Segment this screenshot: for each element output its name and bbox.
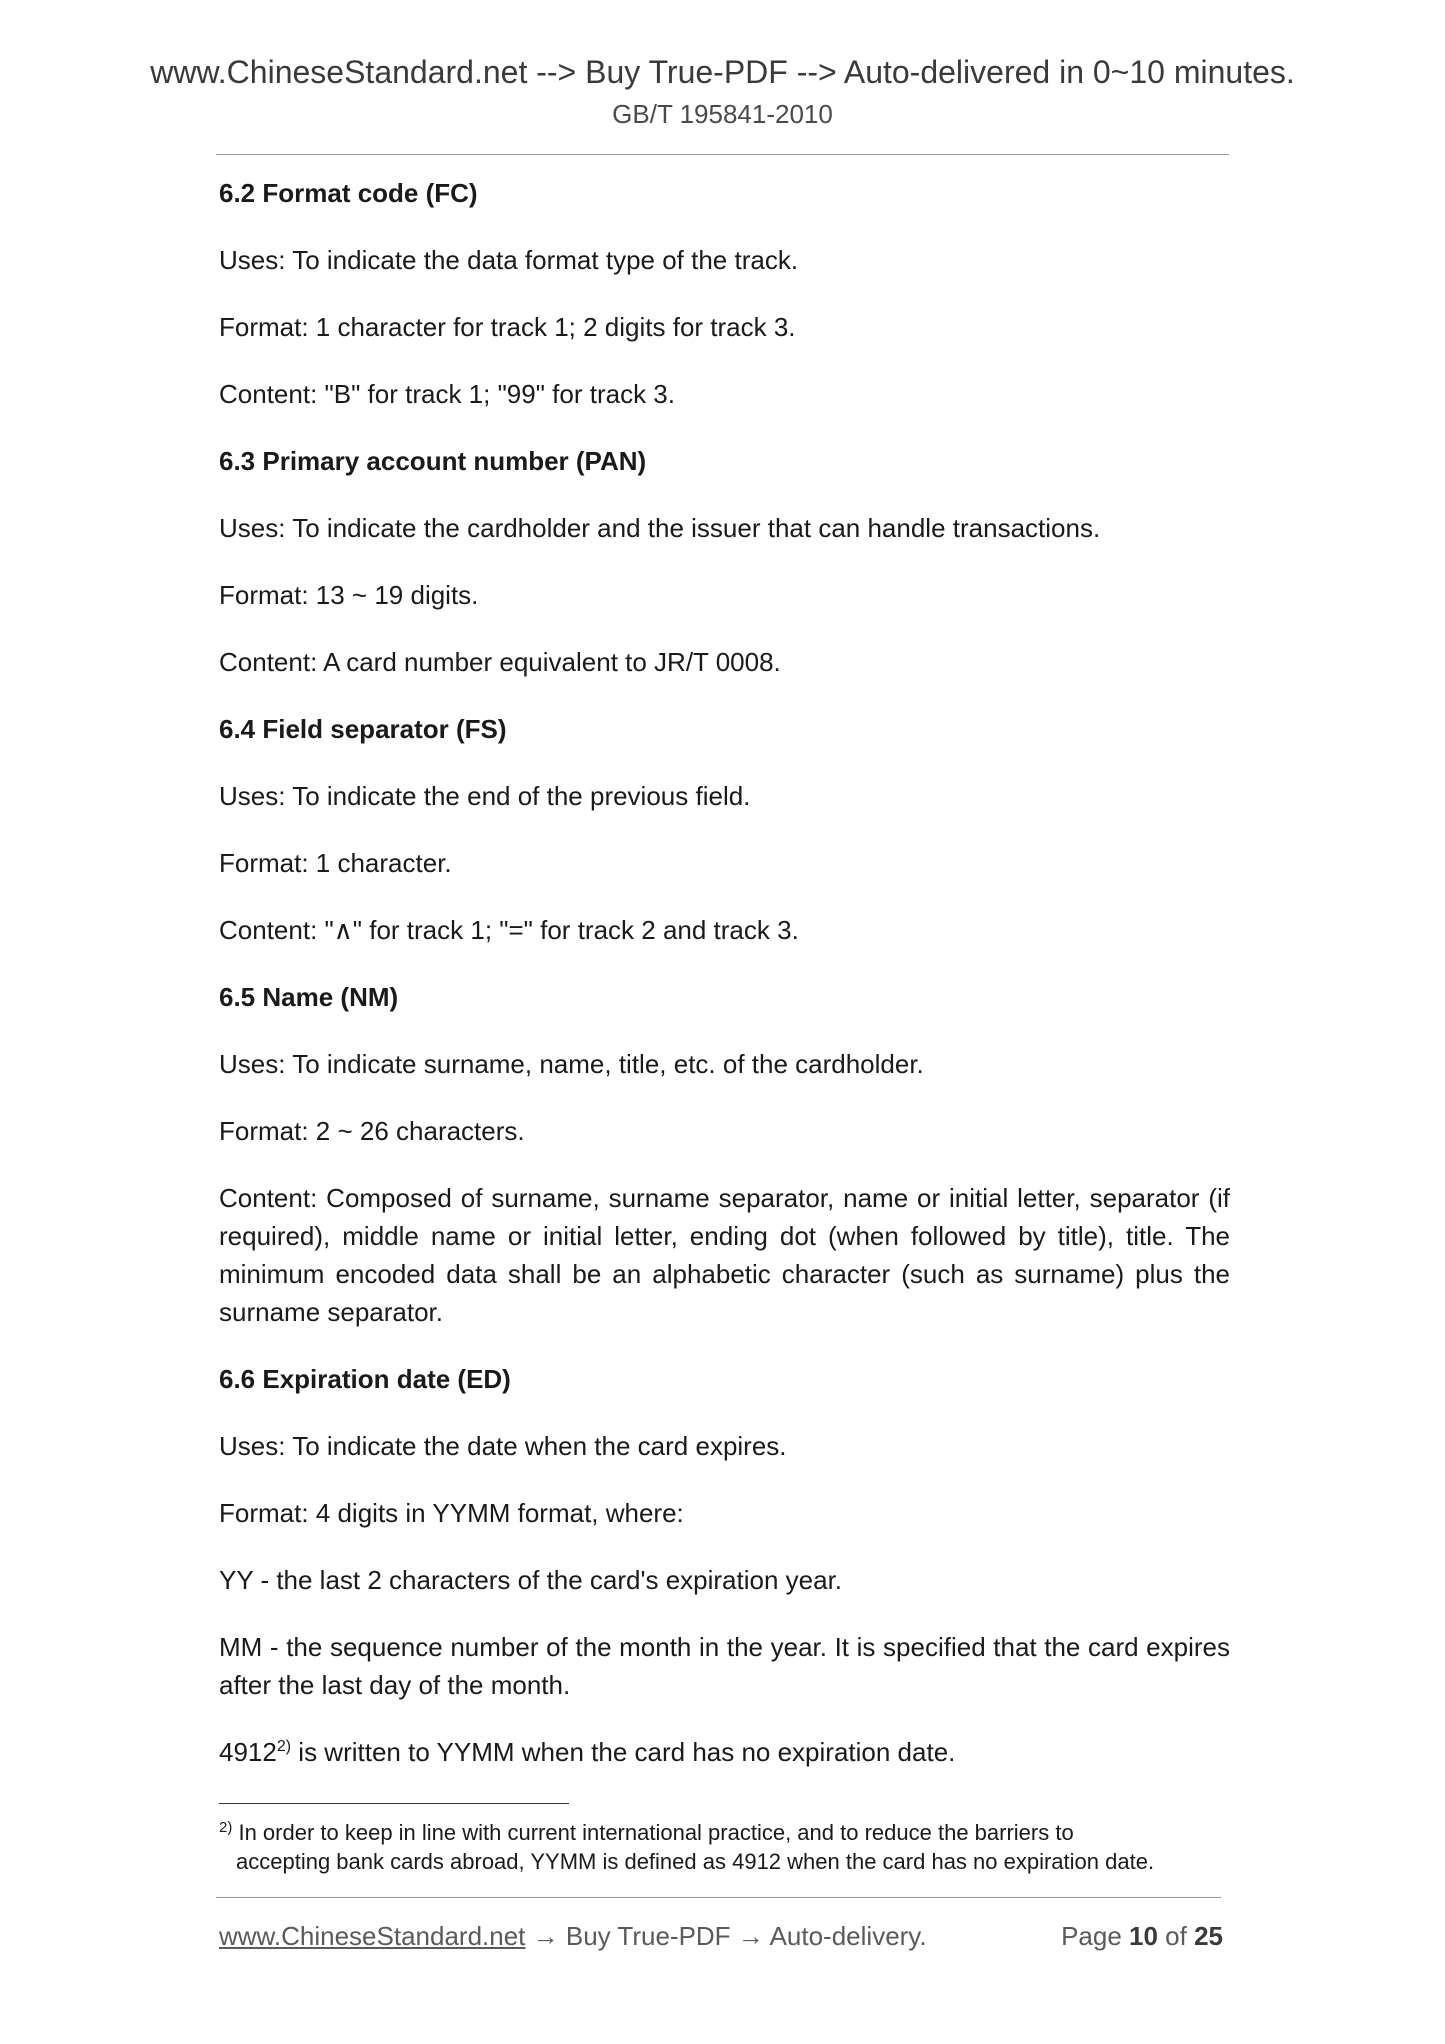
page-total: 25: [1194, 1921, 1223, 1951]
fc-format: Format: 1 character for track 1; 2 digits for track 3.: [219, 312, 796, 342]
no-expiry-text: is written to YYMM when the card has no expiration date.: [291, 1737, 956, 1767]
pan-uses: Uses: To indicate the cardholder and the issuer that can handle transactions.: [219, 513, 1101, 543]
footer-divider: [216, 1897, 1221, 1898]
footnote: [219, 1818, 1230, 1876]
footer-site-link[interactable]: www.ChineseStandard.net: [219, 1921, 526, 1951]
section-heading-fs: 6.4 Field separator (FS): [219, 714, 507, 744]
footnote-text-line2: accepting bank cards abroad, YYMM is defined as 4912 when the card has no expiration date.: [236, 1849, 1155, 1874]
fs-format: Format: 1 character.: [219, 848, 452, 878]
no-expiry-value: 4912: [219, 1737, 277, 1767]
ed-yy: YY - the last 2 characters of the card's expiration year.: [219, 1565, 843, 1595]
footer-tagline: → Buy True-PDF → Auto-delivery.: [525, 1921, 927, 1951]
footnote-text-line1: In order to keep in line with current international practice, and to reduce the barriers to: [232, 1820, 1074, 1845]
section-heading-ed: 6.6 Expiration date (ED): [219, 1364, 511, 1394]
footer-left: [219, 1918, 927, 1954]
footnote-divider: [219, 1803, 569, 1804]
section-heading-fc: 6.2 Format code (FC): [219, 178, 478, 208]
ed-uses: Uses: To indicate the date when the card expires.: [219, 1431, 787, 1461]
page-header: [0, 52, 1445, 132]
section-heading-pan: 6.3 Primary account number (PAN): [219, 446, 647, 476]
page-of: of: [1157, 1921, 1195, 1951]
fs-content: Content: "∧" for track 1; "=" for track 2 and track 3.: [219, 915, 799, 945]
header-divider: [216, 154, 1229, 155]
page-indicator: [1061, 1918, 1223, 1954]
ed-no-expiry-note: [219, 1733, 1230, 1771]
fs-uses: Uses: To indicate the end of the previous field.: [219, 781, 751, 811]
fc-content: Content: "B" for track 1; "99" for track 3.: [219, 379, 675, 409]
page-label: Page: [1061, 1921, 1130, 1951]
ed-format: Format: 4 digits in YYMM format, where:: [219, 1498, 684, 1528]
pan-format: Format: 13 ~ 19 digits.: [219, 580, 479, 610]
fc-uses: Uses: To indicate the data format type of the track.: [219, 245, 799, 275]
footnote-ref[interactable]: 2): [276, 1738, 292, 1755]
page-current: 10: [1129, 1921, 1158, 1951]
header-banner: www.ChineseStandard.net --> Buy True-PDF --> Auto-delivered in 0~10 minutes.: [150, 54, 1295, 90]
document-body: [219, 174, 1230, 1800]
standard-number: GB/T 195841-2010: [612, 99, 833, 129]
nm-content: Content: Composed of surname, surname separator, name or initial letter, separator (if required), middle name or initial letter, ending dot (when followed by title), title. The minimum encoded data shall be an alphabetic character (such as surname) plus the surname separator.: [219, 1183, 1230, 1327]
ed-mm: MM - the sequence number of the month in the year. It is specified that the card expires after the last day of the month.: [219, 1632, 1230, 1700]
section-heading-nm: 6.5 Name (NM): [219, 982, 399, 1012]
footnote-mark: 2): [219, 1819, 233, 1836]
nm-format: Format: 2 ~ 26 characters.: [219, 1116, 525, 1146]
page-footer: [219, 1918, 1223, 1954]
nm-uses: Uses: To indicate surname, name, title, etc. of the cardholder.: [219, 1049, 924, 1079]
pan-content: Content: A card number equivalent to JR/T 0008.: [219, 647, 781, 677]
